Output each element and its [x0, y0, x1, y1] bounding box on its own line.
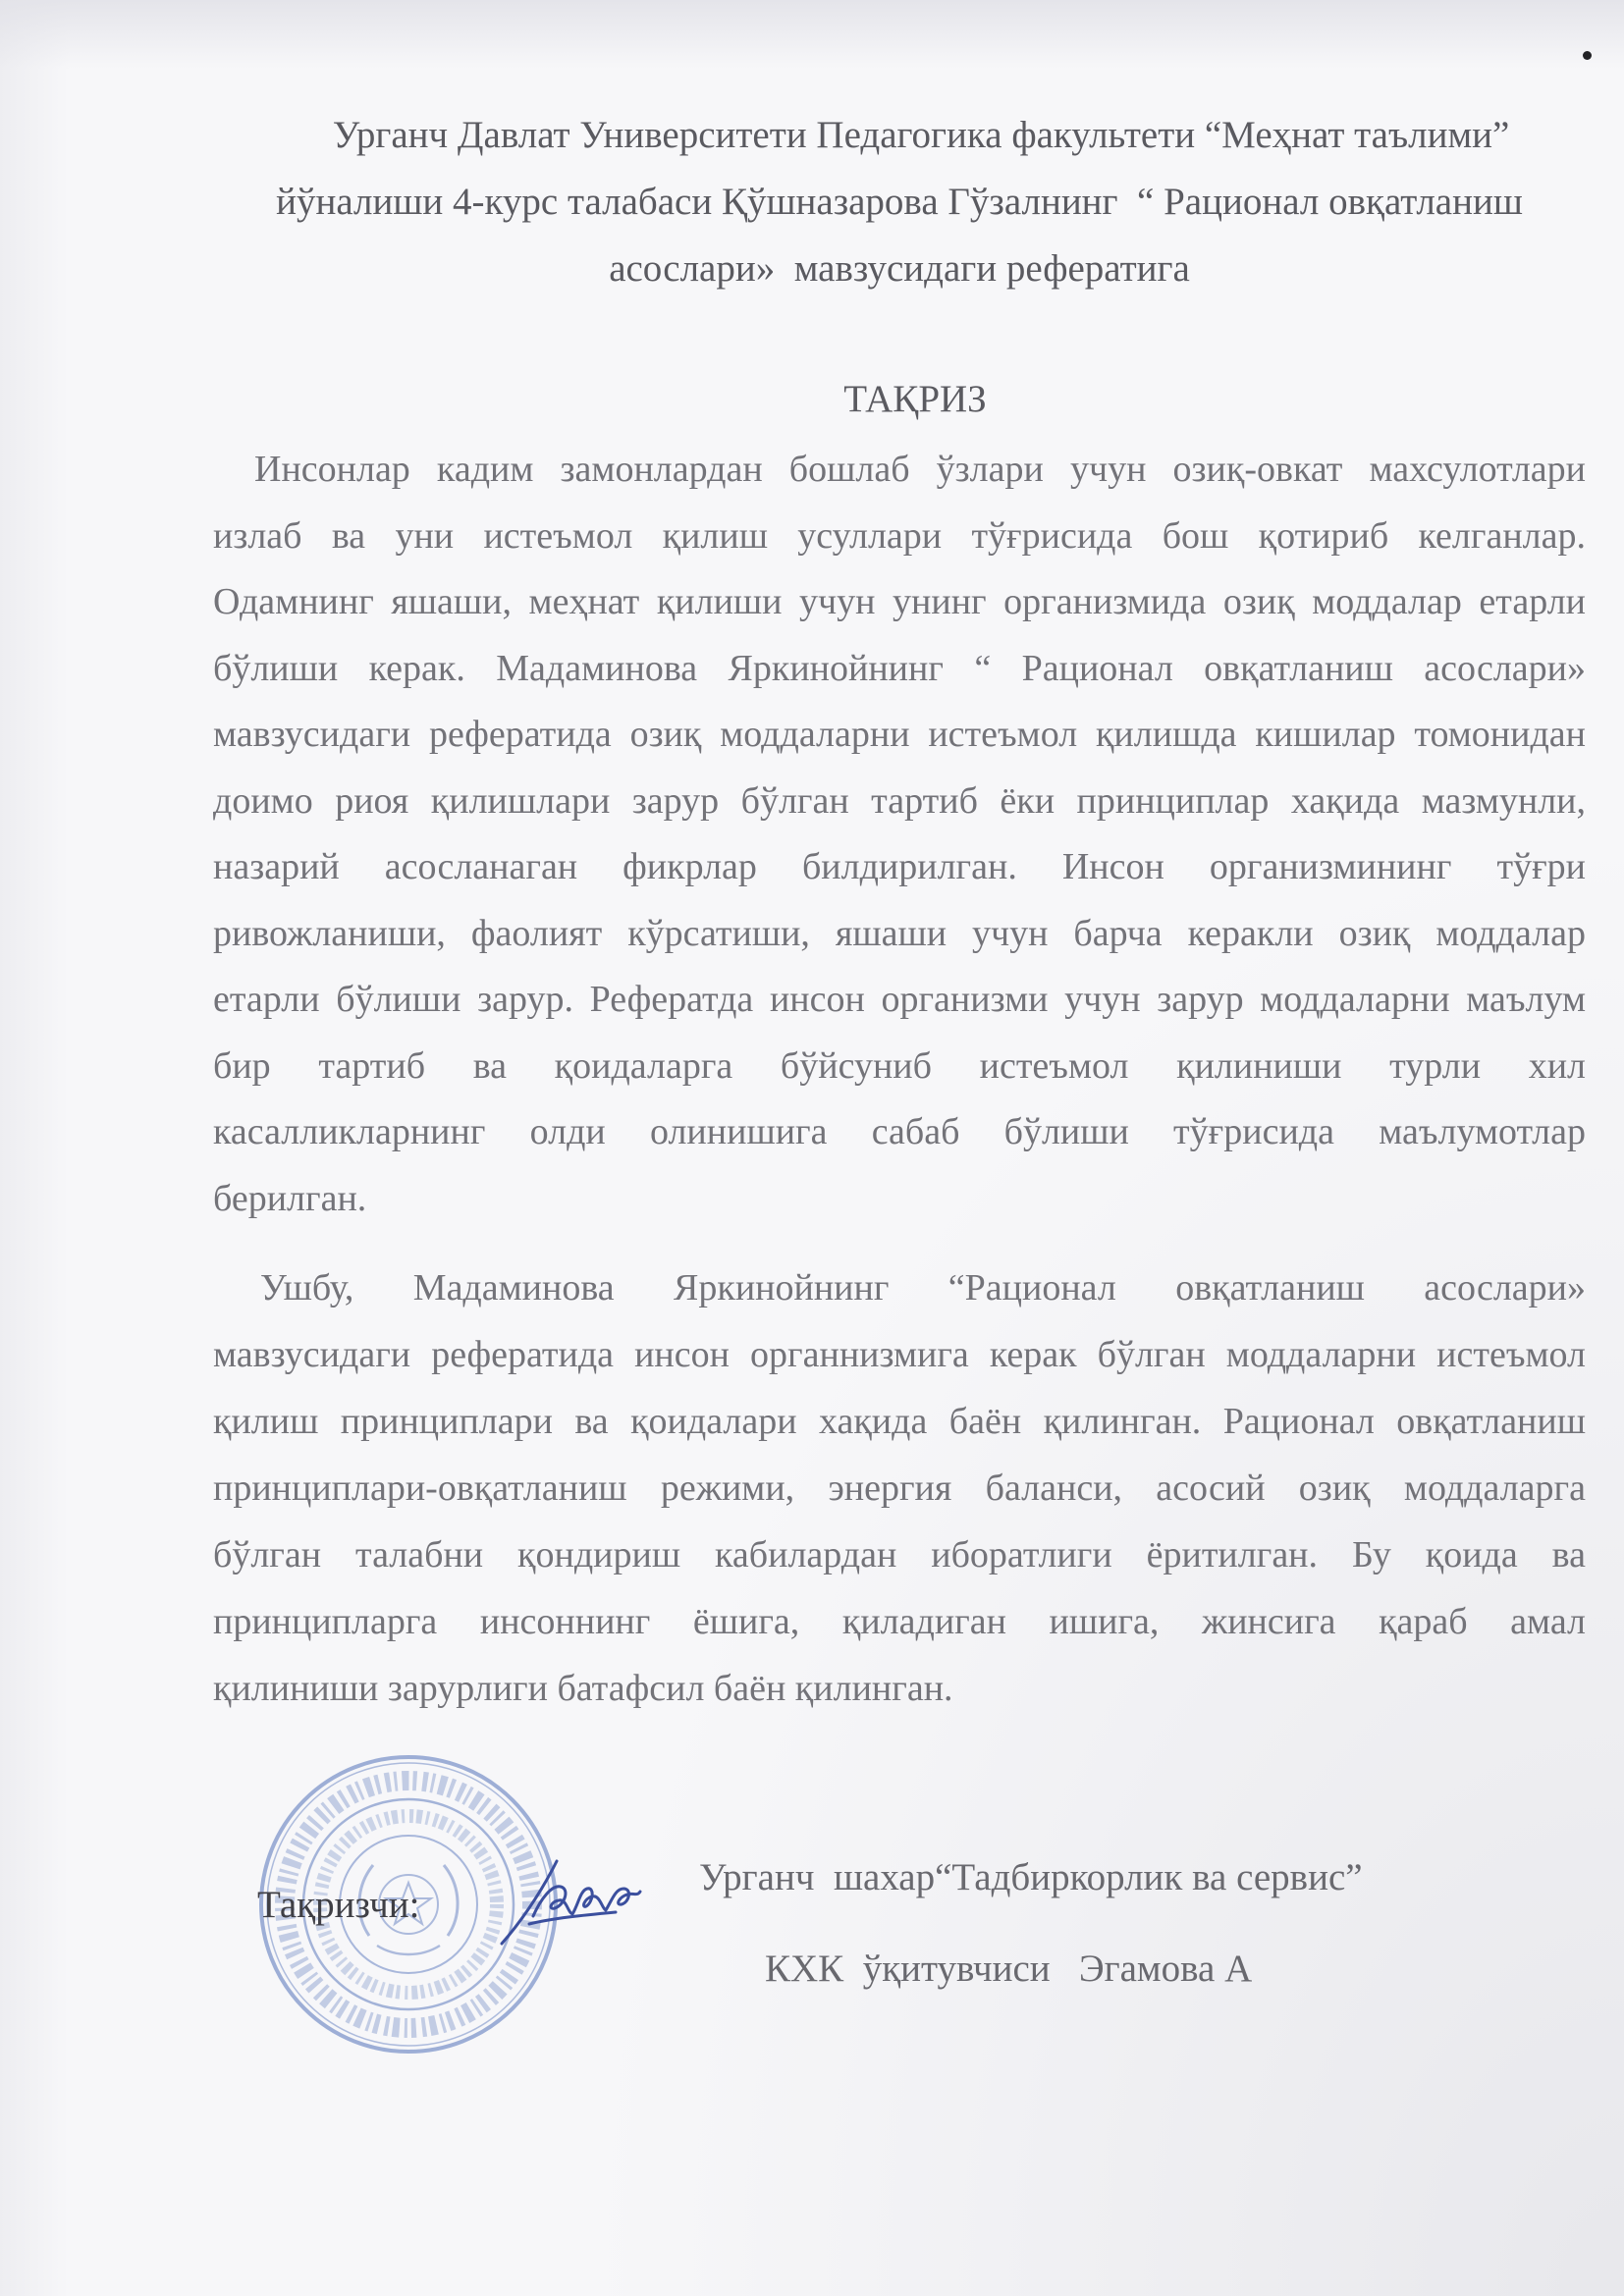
- paragraph-line: Одамнинг яшаши, меҳнат қилиши учун унинг организмида озиқ моддалар етарли: [213, 581, 1586, 622]
- paragraph-line: касалликларнинг олди олинишига сабаб бўлиши тўғрисида маълумотлар: [213, 1111, 1586, 1152]
- paragraph: [213, 1255, 1586, 1722]
- reviewer-position-name: КХК ўқитувчиси Эгамова А: [765, 1948, 1253, 1990]
- document-title: ТАҚРИЗ: [843, 378, 987, 420]
- paragraph-line: берилган.: [213, 1177, 367, 1219]
- header-line: Урганч Давлат Университети Педагогика факультети “Меҳнат таълими”: [332, 114, 1510, 156]
- paragraph-line: Инсонлар кадим замонлардан бошлаб ўзлари учун озиқ-овкат махсулотлари: [254, 449, 1586, 490]
- paragraph-line: принциплари-овқатланиш режими, энергия баланси, асосий озиқ моддаларга: [213, 1468, 1586, 1509]
- paragraph-line: мавзусидаги рефератида озиқ моддаларни истеъмол қилишда кишилар томонидан: [213, 714, 1586, 755]
- paragraph-line: қилиниши зарурлиги батафсил баён қилинган.: [213, 1668, 953, 1709]
- scan-speck: [1583, 51, 1592, 60]
- reviewer-affiliation: Урганч шахар“Тадбиркорлик ва сервис”: [699, 1856, 1363, 1898]
- paragraph-line: назарий асосланаган фикрлар билдирилган. Инсон организмининг тўғри: [213, 846, 1586, 887]
- signature-stroke: [502, 1861, 557, 1944]
- handwritten-signature: [496, 1845, 643, 1953]
- paragraph-line: принципларга инсоннинг ёшига, қиладиган ишига, жинсига қараб амал: [213, 1601, 1586, 1642]
- paragraph-line: қилиш принциплари ва қоидалари хақида баён қилинган. Рационал овқатланиш: [213, 1401, 1586, 1442]
- paragraph-line: доимо риоя қилишлари зарур бўлган тартиб ёки принциплар хақида мазмунли,: [213, 779, 1586, 822]
- paragraph-line: етарли бўлиши зарур. Рефератда инсон организми учун зарур моддаларни маълум: [213, 979, 1586, 1020]
- paragraph-line: бир тартиб ва қоидаларга бўйсуниб истеъмол қилиниши турли хил: [213, 1044, 1586, 1087]
- paragraph-line: ривожланиши, фаолият кўрсатиши, яшаши учун барча керакли озиқ моддалар: [213, 912, 1586, 954]
- paragraph-line: мавзусидаги рефератида инсон органнизмига керак бўлган моддаларни истеъмол: [213, 1334, 1586, 1375]
- paragraph-line: излаб ва уни истеъмол қилиш усуллари тўғрисида бош қотириб келганлар.: [213, 514, 1586, 557]
- paragraph-line: бўлиши керак. Мадаминова Яркинойнинг “ Рационал овқатланиш асослари»: [213, 647, 1586, 689]
- stamp-emblem-wreath-right: [444, 1865, 458, 1936]
- header-line: йўналиши 4-курс талабаси Қўшназарова Гўзалнинг “ Рационал овқатланиш: [276, 181, 1523, 223]
- paragraph: [213, 437, 1586, 1232]
- signature-stroke: [533, 1887, 640, 1916]
- reviewer-label: Тақризчи:: [257, 1884, 420, 1926]
- document-header: [213, 102, 1586, 302]
- header-line: асослари» мавзусидаги рефератига: [609, 247, 1190, 290]
- paragraph-line: Ушбу, Мадаминова Яркинойнинг “Рационал овқатланиш асослари»: [260, 1267, 1586, 1308]
- paragraph-line: бўлган талабни қондириш кабилардан иборатлиги ёритилган. Бу қоида ва: [213, 1534, 1586, 1575]
- stamp-emblem-ribbon: [377, 1946, 440, 1954]
